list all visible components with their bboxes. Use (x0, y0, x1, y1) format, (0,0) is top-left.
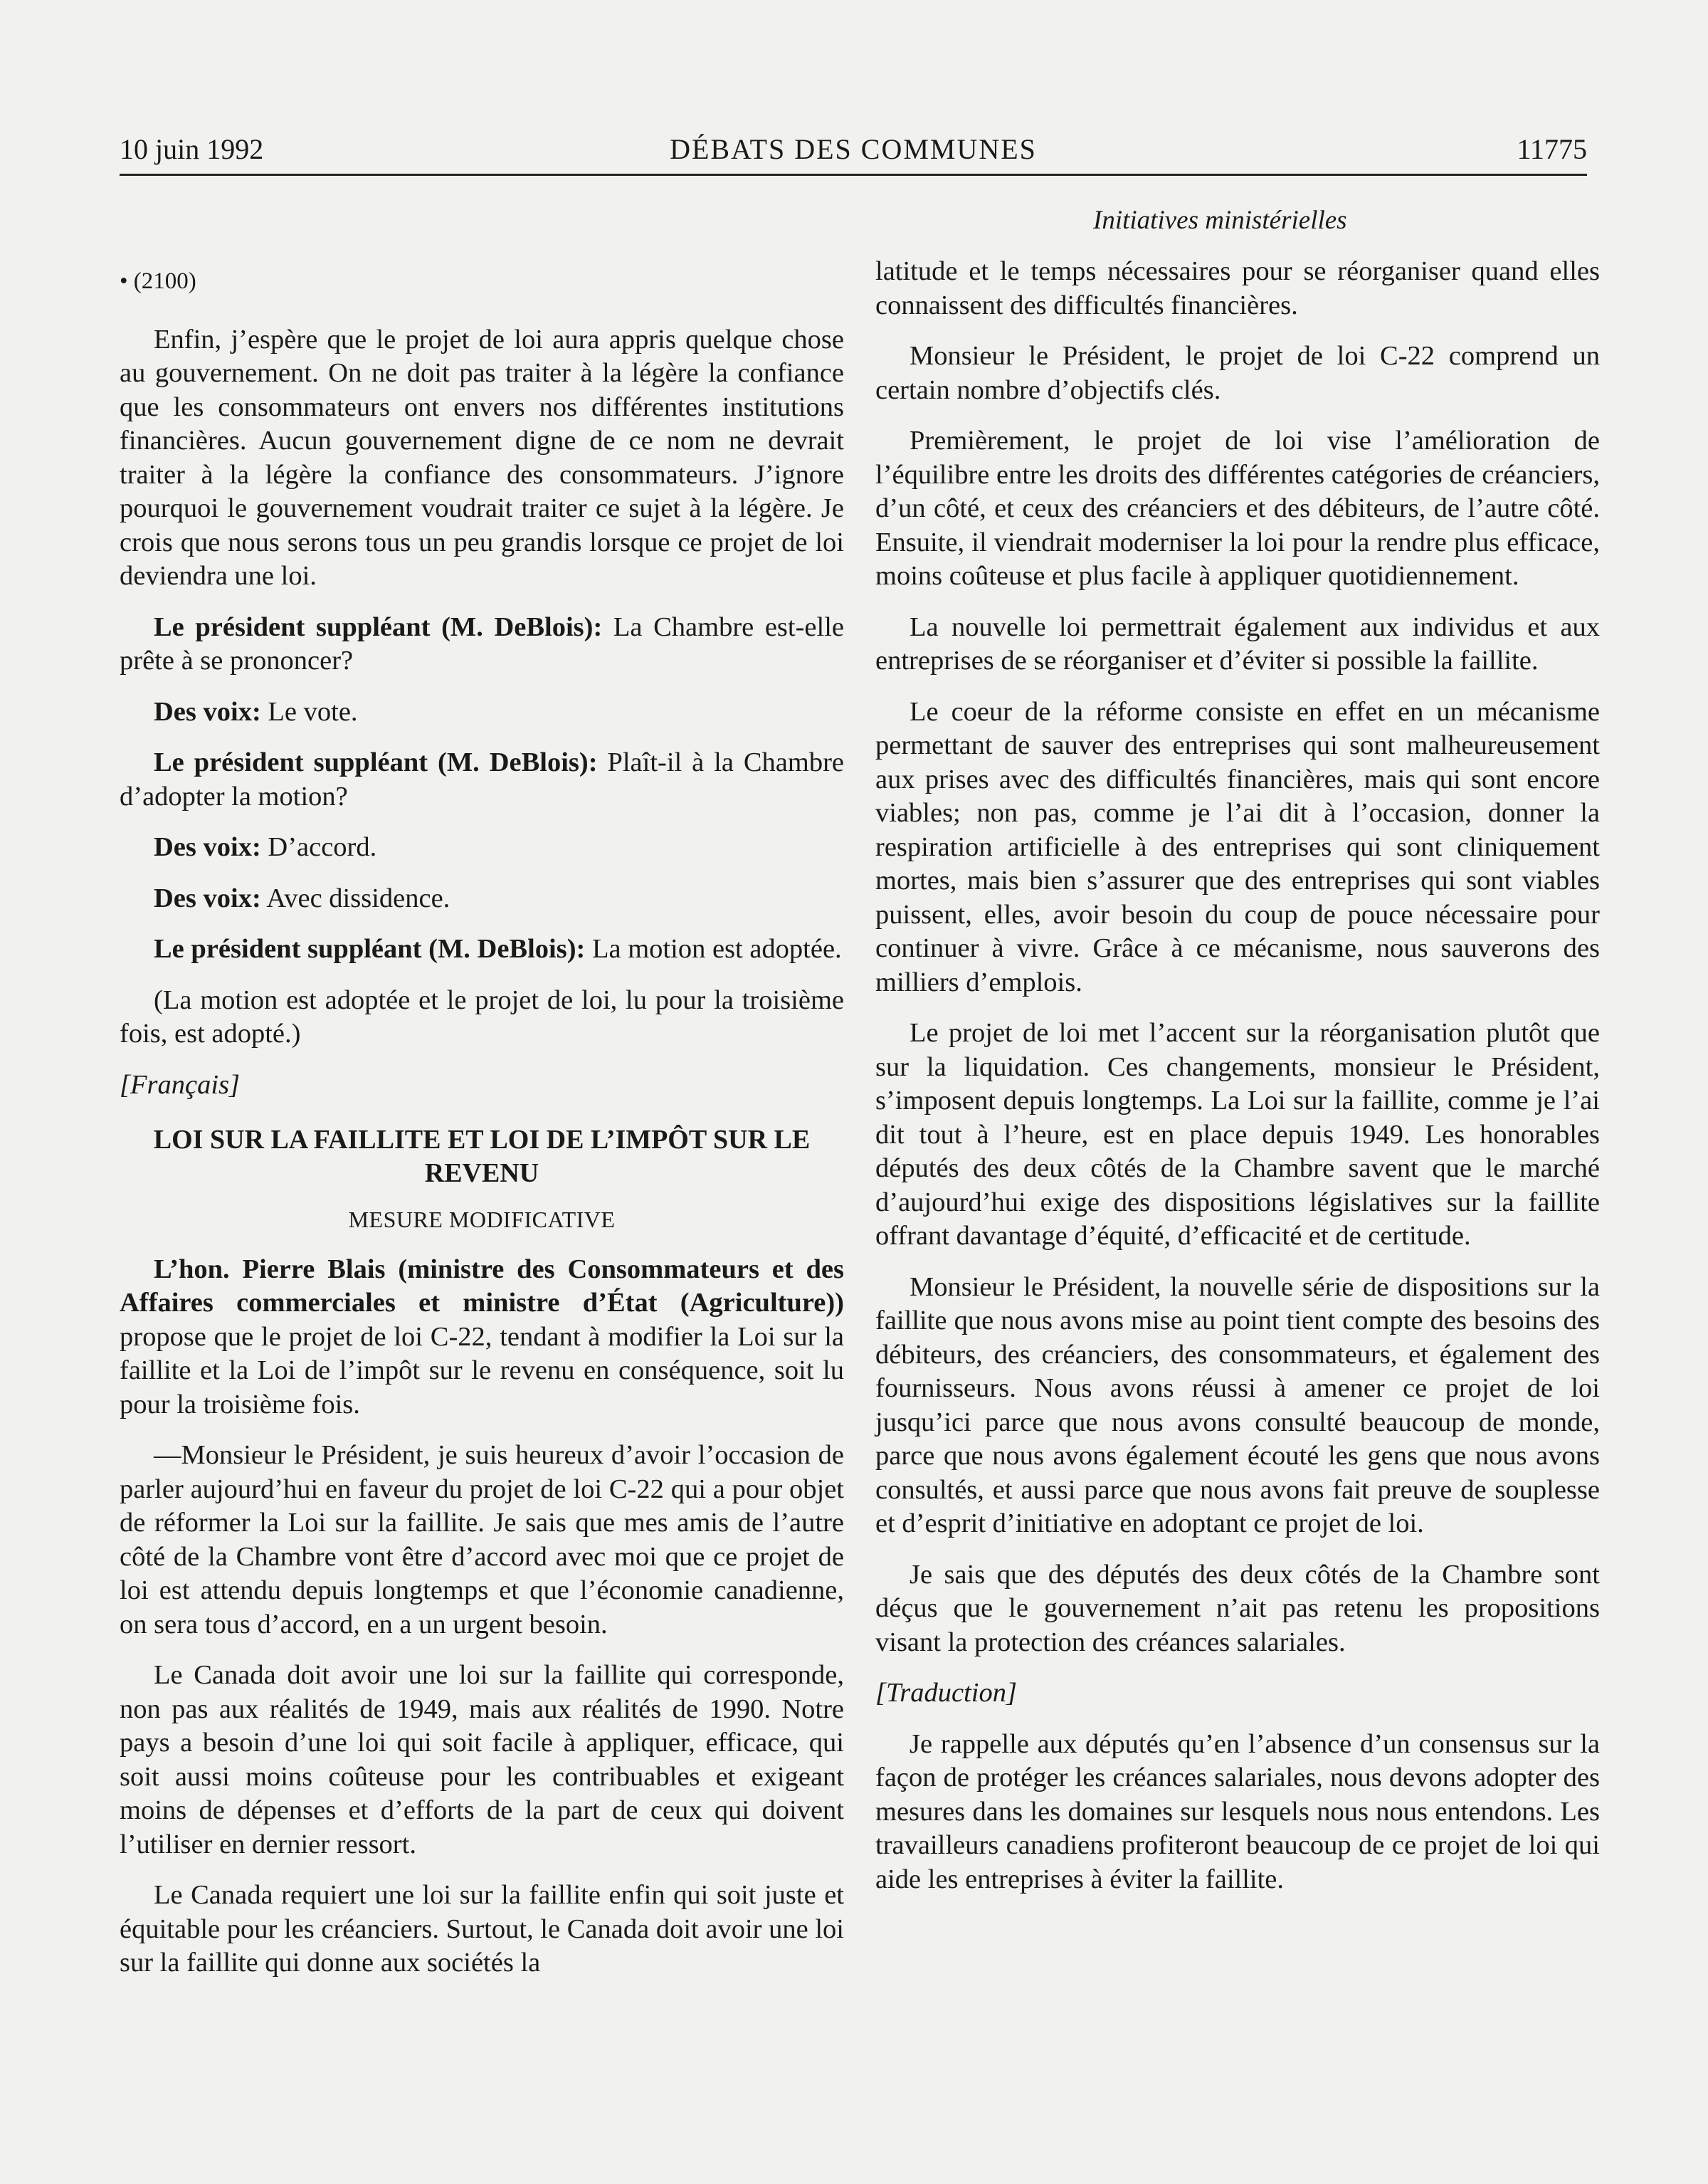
language-tag: [Français] (120, 1069, 240, 1100)
header-page-number: 11775 (1517, 133, 1587, 165)
header-title: DÉBATS DES COMMUNES (670, 133, 1037, 165)
paragraph: La nouvelle loi permettrait également aux individus et aux entreprises de se réorganiser et d’éviter si possible la faillite. (875, 611, 1600, 676)
speaker-name: Des voix: (154, 832, 261, 862)
time-marker: • (2100) (120, 268, 196, 294)
speech-text: Le vote. (260, 696, 358, 727)
speaker-name: Le président suppléant (M. DeBlois): (154, 934, 586, 964)
speech-paragraph (120, 695, 844, 730)
speaker-name: Des voix: (154, 883, 261, 913)
speaker-name: L’hon. Pierre Blais (ministre des Consommateurs et des Affaires commerciales et ministre d’État (Agriculture)) (120, 1254, 844, 1318)
language-tag: [Traduction] (875, 1678, 1017, 1708)
speaker-name: Le président suppléant (M. DeBlois): (154, 747, 598, 777)
paragraph: Le coeur de la réforme consiste en effet en un mécanisme permettant de sauver des entreprises qui sont malheureusement aux prises avec des difficultés financières, mais qui sont encore viables; non pas, comme je l’ai dit à l’occasion, donner la respiration artificielle à des entreprises qui sont cliniquement mortes, mais bien s’assurer que des entreprises qui sont viables puissent, elles, avoir besoin du coup de pouce nécessaire pour continuer à vivre. Grâce à ce mécanisme, nous sauverons des milliers d’emplois. (875, 696, 1600, 997)
paragraph: Je rappelle aux députés qu’en l’absence d’un consensus sur la façon de protéger les créances salariales, nous devons adopter des mesures dans les domaines sur lesquels nous nous entendons. Les travailleurs canadiens profiteront beaucoup de ce projet de loi qui aide les entreprises à éviter la faillite. (875, 1728, 1600, 1894)
paragraph: Monsieur le Président, la nouvelle série de dispositions sur la faillite que nous avons mise au point tient compte des besoins des débiteurs, des créanciers, des consommateurs, et également des fournisseurs. Nous avons réussi à amener ce projet de loi jusqu’ici parce que nous avons consulté beaucoup de monde, parce que nous avons également écouté les gens que nous avons consultés, et aussi parce que nous avons fait preuve de souplesse et d’esprit d’initiative en adoptant ce projet de loi. (875, 1271, 1600, 1538)
speech-paragraph (120, 611, 844, 678)
speech-text: La Chambre est-elle prête à se prononcer? (120, 611, 844, 676)
section-label: Initiatives ministérielles (1093, 206, 1347, 235)
paragraph: —Monsieur le Président, je suis heureux d’avoir l’occasion de parler aujourd’hui en faveur du projet de loi C-22 qui a pour objet de réformer la Loi sur la faillite. Je sais que mes amis de l’autre côté de la Chambre vont être d’accord avec moi que ce projet de loi est attendu depuis longtemps et que l’économie canadienne, on sera tous d’accord, en a un urgent besoin. (120, 1440, 844, 1639)
header-date: 10 juin 1992 (120, 133, 264, 165)
paragraph: Le Canada doit avoir une loi sur la faillite qui corresponde, non pas aux réalités de 1949, mais aux réalités de 1990. Notre pays a besoin d’une loi qui soit facile à appliquer, efficace, qui soit aussi moins coûteuse pour les contribuables et exigeant moins de dépenses et d’efforts de la part de ceux qui doivent l’utiliser en dernier ressort. (120, 1660, 844, 1859)
paragraph: Premièrement, le projet de loi vise l’amélioration de l’équilibre entre les droits des différentes catégories de créanciers, d’un côté, et ceux des créanciers et des débiteurs, de l’autre côté. Ensuite, il viendrait moderniser la loi pour la rendre plus efficace, moins coûteuse et plus facile à appliquer quotidiennement. (875, 426, 1601, 591)
speaker-name: Des voix: (154, 696, 261, 727)
speech-text: Avec dissidence. (260, 883, 450, 913)
page-header (120, 130, 1587, 176)
paragraph: Enfin, j’espère que le projet de loi aura appris quelque chose au gouvernement. On ne doit pas traiter à la légère la confiance que les consommateurs ont envers nos différentes institutions financières. Aucun gouvernement digne de ce nom ne devrait traiter à la légère la confiance des consommateurs. J’ignore pourquoi le gouvernement voudrait traiter ce sujet à la légère. Je crois que nous serons tous un peu grandis lorsque ce projet de loi deviendra une loi. (120, 324, 844, 591)
speaker-name: Le président suppléant (M. DeBlois): (154, 611, 603, 642)
speech-paragraph (120, 746, 844, 814)
right-column (875, 255, 1600, 1913)
bill-subheading: MESURE MODIFICATIVE (348, 1207, 616, 1232)
paragraph: Le Canada requiert une loi sur la faillite enfin qui soit juste et équitable pour les créanciers. Surtout, le Canada doit avoir une loi sur la faillite qui donne aux sociétés la (120, 1880, 844, 1978)
adoption-note: (La motion est adoptée et le projet de loi, lu pour la troisième fois, est adopté.) (120, 985, 844, 1049)
paragraph: Je sais que des députés des deux côtés de la Chambre sont déçus que le gouvernement n’ait pas retenu les propositions visant la protection des créances salariales. (875, 1559, 1600, 1657)
speech-paragraph (120, 1253, 844, 1422)
left-column (120, 255, 844, 1997)
paragraph: Monsieur le Président, le projet de loi C-22 comprend un certain nombre d’objectifs clés. (875, 341, 1600, 405)
speech-paragraph (120, 933, 844, 967)
speech-text: La motion est adoptée. (585, 934, 842, 964)
bill-heading: LOI SUR LA FAILLITE ET LOI DE L’IMPÔT SUR LE REVENU (153, 1125, 811, 1188)
speech-text: Plaît-il à la Chambre d’adopter la motion? (120, 747, 844, 812)
speech-text: propose que le projet de loi C-22, tendant à modifier la Loi sur la faillite et la Loi de l’impôt sur le revenu en conséquence, soit lu pour la troisième fois. (120, 1321, 844, 1419)
speech-text: D’accord. (260, 832, 377, 862)
speech-paragraph (120, 831, 844, 865)
paragraph: latitude et le temps nécessaires pour se réorganiser quand elles connaissent des difficultés financières. (875, 256, 1600, 320)
paragraph: Le projet de loi met l’accent sur la réorganisation plutôt que sur la liquidation. Ces changements, monsieur le Président, s’imposent depuis longtemps. La Loi sur la faillite, comme je l’ai dit tout à l’heure, est en place depuis 1949. Les honorables députés des deux côtés de la Chambre savent que le marché d’aujourd’hui exige des dispositions législatives sur la faillite offrant davantage d’équité, d’efficacité et de certitude. (875, 1018, 1600, 1251)
speech-paragraph (120, 882, 844, 916)
